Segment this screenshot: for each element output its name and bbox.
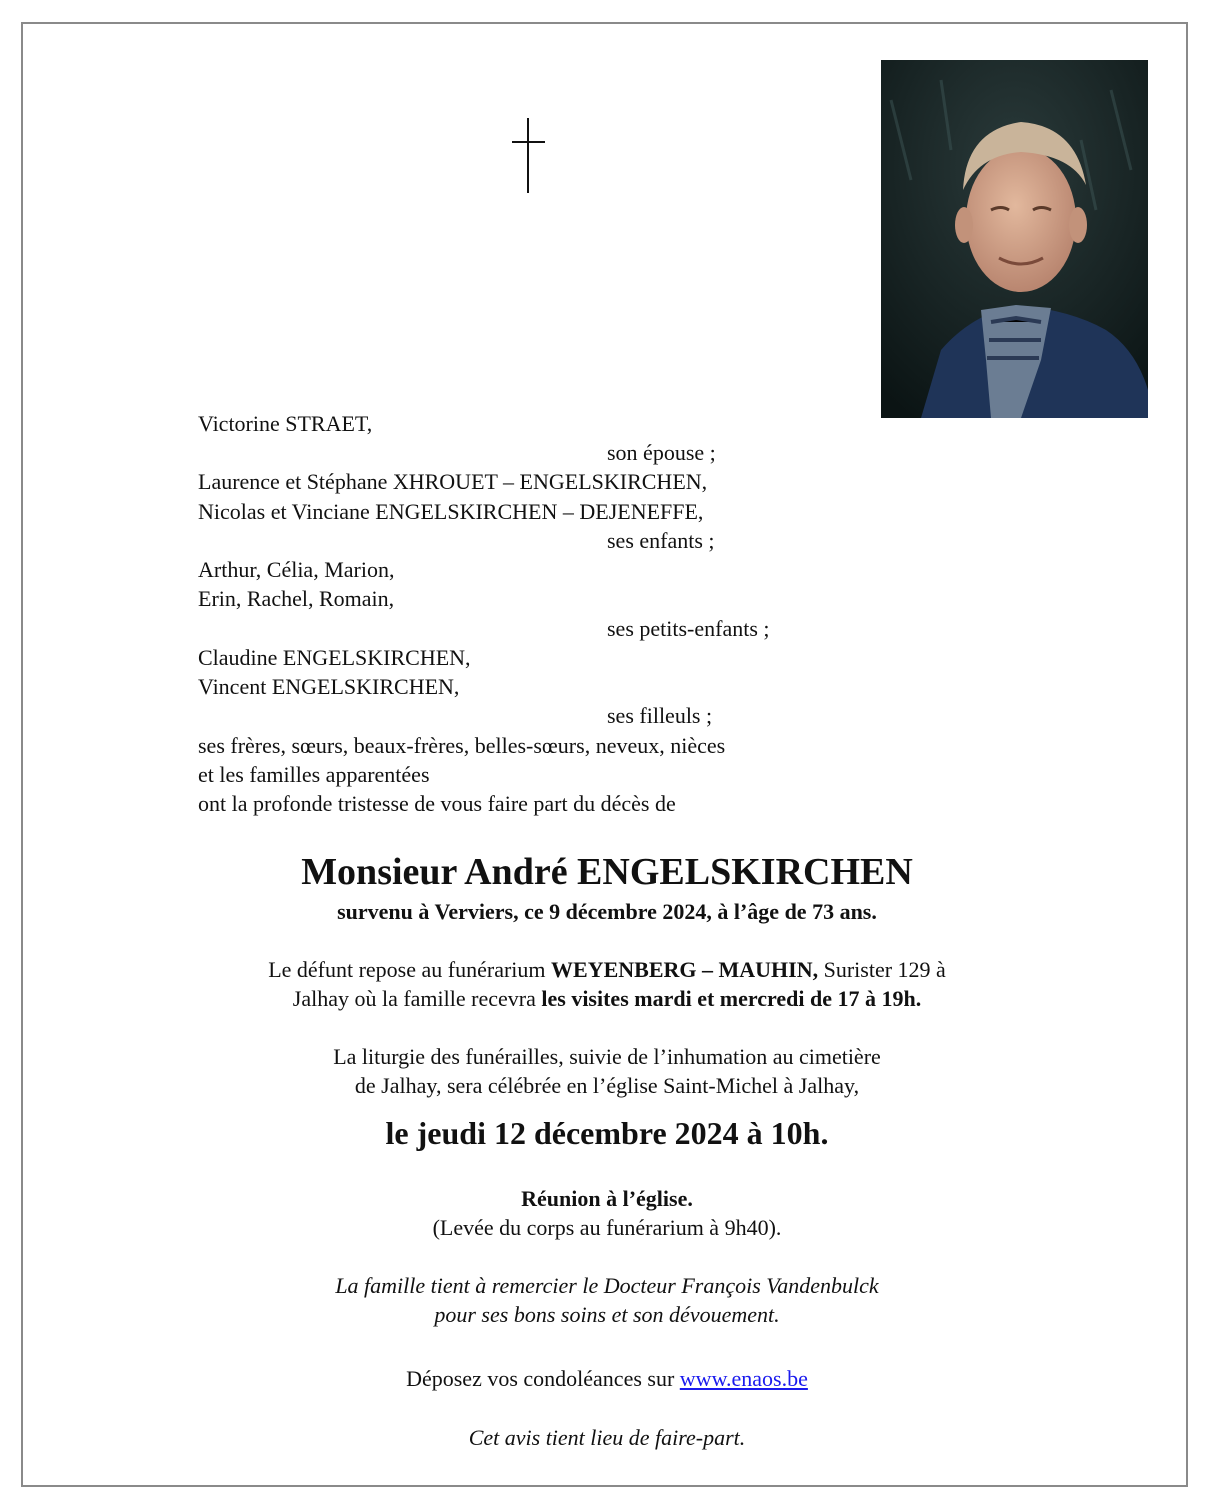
liturgy-line: de Jalhay, sera célébrée en l’église Saint-Michel à Jalhay,: [354, 1073, 860, 1098]
relatives-line: ses frères, sœurs, beaux-frères, belles-sœurs, neveux, nièces: [198, 733, 726, 758]
godchild-line: Vincent ENGELSKIRCHEN,: [198, 674, 460, 699]
deceased-name: Monsieur André ENGELSKIRCHEN: [301, 851, 913, 893]
thanks-line: La famille tient à remercier le Docteur François Vandenbulck: [335, 1273, 879, 1298]
godchildren-relation: ses filleuls ;: [607, 703, 713, 728]
condolences-line: [0, 1364, 1214, 1393]
funerarium-text: Jalhay où la famille recevra: [292, 986, 542, 1011]
levee-du-corps: (Levée du corps au funérarium à 9h40).: [432, 1215, 782, 1240]
funerarium-name: WEYENBERG – MAUHIN,: [551, 957, 819, 982]
portrait-photo: [881, 60, 1148, 418]
funerarium-text: Le défunt repose au funérarium: [268, 957, 552, 982]
death-info: survenu à Verviers, ce 9 décembre 2024, à l’âge de 73 ans.: [337, 899, 877, 924]
grandchildren-relation: ses petits-enfants ;: [607, 616, 770, 641]
relatives-line: et les familles apparentées: [198, 762, 430, 787]
condolences-text: Déposez vos condoléances sur: [406, 1366, 680, 1391]
spouse-relation: son épouse ;: [607, 440, 716, 465]
liturgy-line: La liturgie des funérailles, suivie de l’inhumation au cimetière: [333, 1044, 881, 1069]
funerarium-line-2: [0, 984, 1214, 1013]
godchild-line: Claudine ENGELSKIRCHEN,: [198, 645, 471, 670]
children-relation: ses enfants ;: [607, 528, 715, 553]
footer-note: Cet avis tient lieu de faire-part.: [468, 1425, 746, 1450]
grandchildren-line: Erin, Rachel, Romain,: [198, 586, 395, 611]
visiting-hours: les visites mardi et mercredi de 17 à 19h.: [541, 986, 922, 1011]
child-line: Nicolas et Vinciane ENGELSKIRCHEN – DEJENEFFE,: [198, 499, 704, 524]
child-line: Laurence et Stéphane XHROUET – ENGELSKIRCHEN,: [198, 469, 708, 494]
funerarium-address: Surister 129 à: [818, 957, 946, 982]
condolences-link[interactable]: www.enaos.be: [679, 1366, 808, 1391]
funeral-date: le jeudi 12 décembre 2024 à 10h.: [385, 1115, 829, 1151]
thanks-line: pour ses bons soins et son dévouement.: [434, 1302, 780, 1327]
church-meeting: Réunion à l’église.: [521, 1186, 693, 1211]
grandchildren-line: Arthur, Célia, Marion,: [198, 557, 395, 582]
spouse-name: Victorine STRAET,: [198, 411, 373, 436]
funerarium-line-1: [0, 955, 1214, 984]
announcement-line: ont la profonde tristesse de vous faire part du décès de: [198, 791, 676, 816]
